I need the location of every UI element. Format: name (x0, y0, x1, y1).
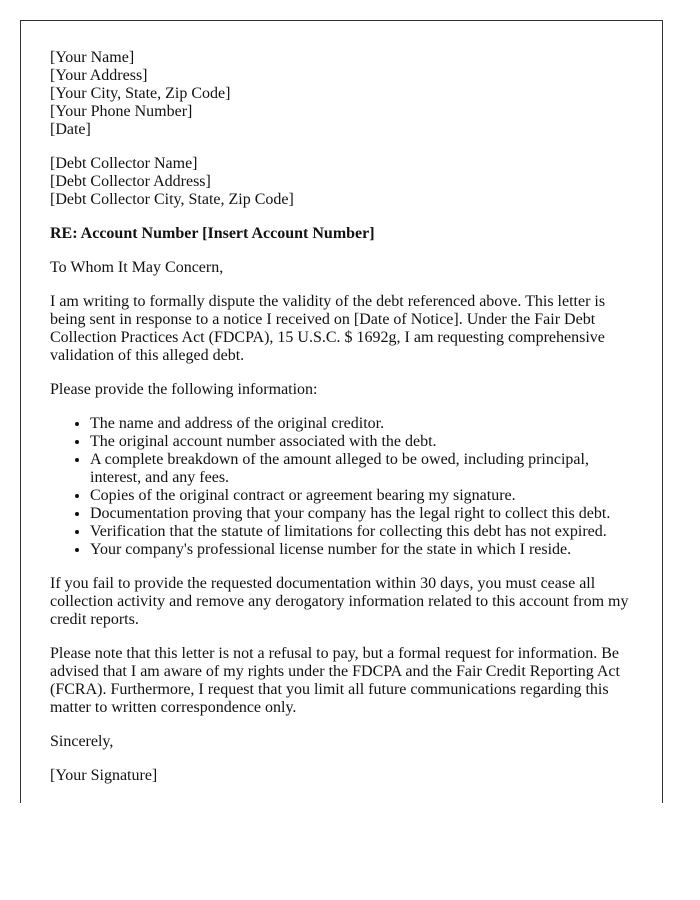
sender-phone: [Your Phone Number] (50, 103, 193, 120)
signature: [Your Signature] (50, 767, 158, 784)
list-item: • Documentation proving that your company has the legal right to collect this debt. (90, 505, 633, 523)
letter-page (20, 20, 663, 803)
recipient-city-state-zip: [Debt Collector City, State, Zip Code] (50, 191, 294, 208)
subject-line: RE: Account Number [Insert Account Number] (50, 225, 375, 242)
list-item: • The name and address of the original creditor. (90, 415, 633, 433)
list-item: • Copies of the original contract or agreement bearing my signature. (90, 487, 633, 505)
list-item: • Verification that the statute of limitations for collecting this debt has not expired. (90, 523, 633, 541)
letter-date: [Date] (50, 121, 91, 138)
sender-name: [Your Name] (50, 49, 135, 66)
salutation: To Whom It May Concern, (50, 259, 224, 276)
note-paragraph: Please note that this letter is not a refusal to pay, but a formal request for information. Be advised that I am aware of my rights under the FDCPA and the Fair Credit Reporting Act (FCRA). Furthermore, I request that you limit all future communications regarding this matter to written correspondence only. (50, 645, 620, 716)
intro-paragraph: I am writing to formally dispute the validity of the debt referenced above. This letter is being sent in response to a notice I received on [Date of Notice]. Under the Fair Debt Collection Practices Act (FDCPA), 15 U.S.C. $ 1692g, I am requesting comprehensive validation of this alleged debt. (50, 293, 606, 364)
list-item: • Your company's professional license number for the state in which I reside. (90, 541, 633, 559)
recipient-address: [Debt Collector Address] (50, 173, 211, 190)
requested-information-list (50, 415, 633, 559)
deadline-paragraph: If you fail to provide the requested documentation within 30 days, you must cease all collection activity and remove any derogatory information related to this account from my credit reports. (50, 575, 629, 628)
sender-city-state-zip: [Your City, State, Zip Code] (50, 85, 231, 102)
request-lead-paragraph: Please provide the following information: (50, 381, 318, 398)
list-item: • A complete breakdown of the amount alleged to be owed, including principal, interest, and any fees. (90, 451, 633, 487)
list-item: • The original account number associated with the debt. (90, 433, 633, 451)
sender-address: [Your Address] (50, 67, 148, 84)
closing: Sincerely, (50, 733, 114, 750)
sender-address-block (50, 49, 633, 139)
recipient-address-block (50, 155, 633, 209)
recipient-name: [Debt Collector Name] (50, 155, 198, 172)
